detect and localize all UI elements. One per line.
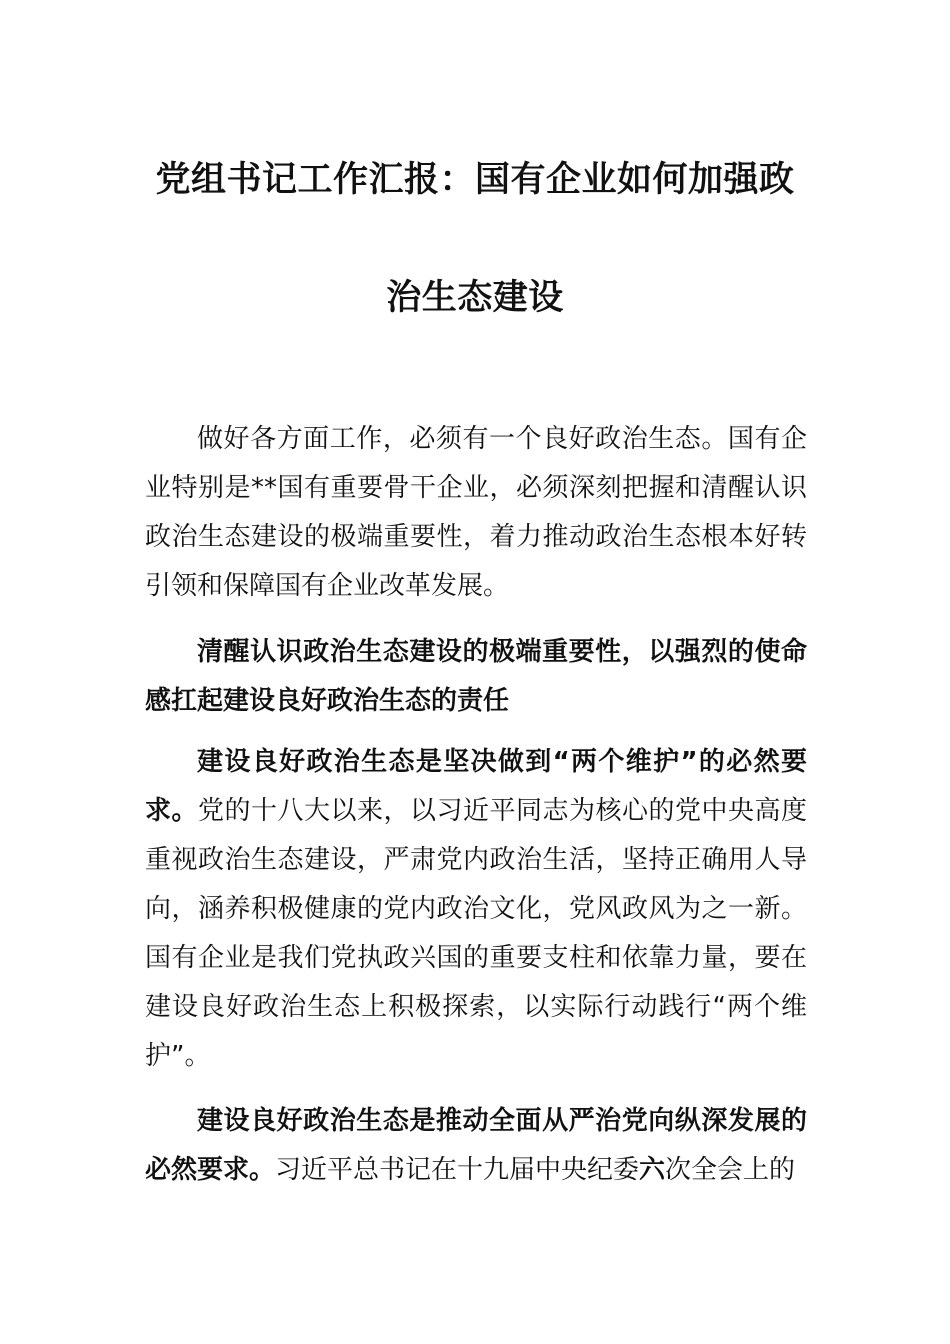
paragraph-lead-bold: 建设良好政治生态是坚决做到“两个维护”的必然要求。 (145, 747, 807, 826)
paragraph-intro: 做好各方面工作，必须有一个良好政治生态。国有企业特别是**国有重要骨干企业，必须深刻把握和清醒认识政治生态建设的极端重要性，着力推动政治生态根本好转引领和保障国有企业改革发展。 (145, 424, 807, 601)
paragraph-body-text-end: 次全会上的 (665, 1155, 796, 1185)
document-title-line-2: 治生态建设 (386, 278, 564, 318)
document-title-line-1: 党组书记工作汇报：国有企业如何加强政 (155, 160, 795, 200)
paragraph-body-text: 习近平总书记在十九届中央纪委 (275, 1155, 640, 1185)
paragraph-two-safeguards (145, 738, 807, 1081)
paragraph-strict-governance (145, 1097, 807, 1195)
paragraph-lead-bold: 建设良好政治生态是推动全面从严治党向纵深发展的必然要求。 (145, 1106, 807, 1185)
section-heading: 清醒认识政治生态建设的极端重要性，以强烈的使命感扛起建设良好政治生态的责任 (145, 637, 807, 716)
paragraph-body-text: 党的十八大以来，以习近平同志为核心的党中央高度重视政治生态建设，严肃党内政治生活，坚持正确用人导向，涵养积极健康的党内政治文化，党风政风为之一新。国有企业是我们党执政兴国的重要支柱和依靠力量，要在建设良好政治生态上积极探索，以实际行动践行“两个维护”。 (145, 796, 807, 1071)
paragraph-bold-numeral: 六 (639, 1155, 666, 1185)
